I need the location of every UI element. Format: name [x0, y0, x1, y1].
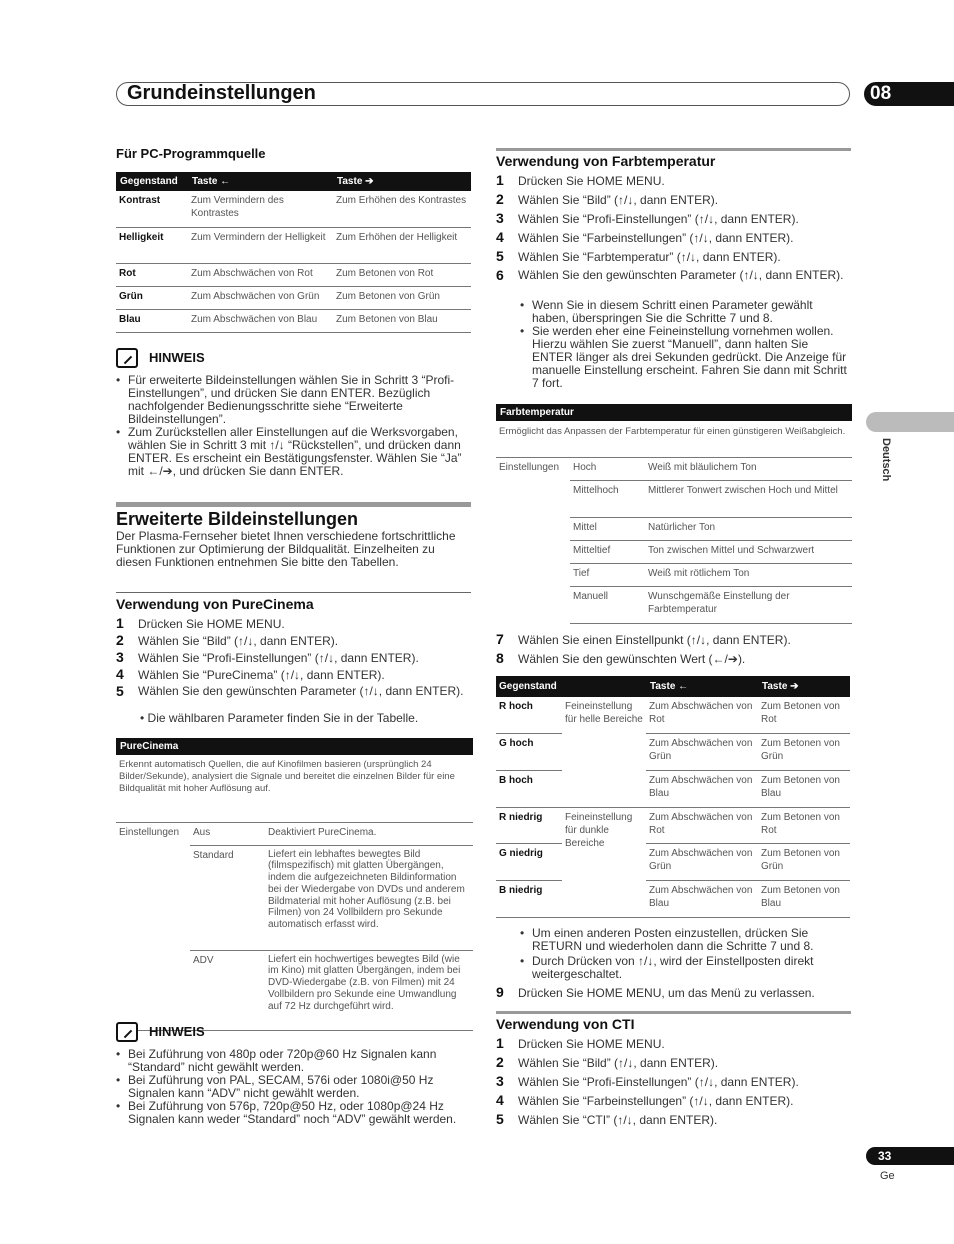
- cell: Mitteltief: [570, 540, 645, 563]
- pc-table: [116, 172, 471, 333]
- cell: Zum Vermindern des Kontrastes: [188, 191, 333, 227]
- step-text: Wählen Sie den gewünschten Wert (←/➔).: [518, 652, 746, 666]
- cell: Aus: [190, 823, 265, 845]
- hinweis1-bullet: Für erweiterte Bildeinstellungen wählen Sie in Schritt 3 “Profi-Einstellungen”, und drücken Sie dann ENTER. Bezüglich nachfolgender Bedienungsschritte siehe “Erweiterte Bildeinstellungen”.: [128, 373, 455, 426]
- cell: Zum Betonen von Grün: [758, 843, 850, 880]
- chapter-number: 08: [864, 82, 954, 106]
- step-bullet: Die wählbaren Parameter finden Sie in der Tabelle.: [147, 711, 419, 725]
- cell: Liefert ein lebhaftes bewegtes Bild (filmspezifisch) mit glatten Übergängen, indem die aufgezeichneten Bildinformation bei der Wiedergabe von DVDs und anderem Bildmaterial mit hoher Auflösung (z.B. bei Filmen) von 24 Vollbildern pro Sekunde automatisch erfasst wird.: [265, 845, 473, 950]
- cell: Standard: [190, 845, 265, 950]
- step-text: Drücken Sie HOME MENU.: [518, 174, 665, 188]
- farbtemperatur-desc: Ermöglicht das Anpassen der Farbtemperatur für einen günstigeren Weißabgleich.: [496, 421, 852, 458]
- table-row: [116, 823, 473, 845]
- cell: Natürlicher Ton: [645, 517, 852, 540]
- step-text: Wählen Sie “Farbtemperatur” (↑/↓, dann ENTER).: [518, 250, 781, 264]
- cell: Feineinstellung für helle Bereiche: [562, 697, 646, 807]
- table-row: [116, 227, 471, 263]
- cell: Einstellungen: [499, 462, 560, 473]
- step-text: Drücken Sie HOME MENU.: [518, 1037, 665, 1051]
- cell: Mittlerer Tonwert zwischen Hoch und Mittel: [645, 480, 852, 517]
- pc-source-title: Für PC-Programmquelle: [116, 146, 266, 161]
- erweitert-text: Der Plasma-Fernseher bietet Ihnen verschiedene fortschrittliche Funktionen zur Optimierung der Bildqualität. Einzelheiten zu diesen Funktionen entnehmen Sie bitte den Tabellen.: [116, 529, 456, 569]
- purecinema-box-title: PureCinema: [116, 738, 473, 755]
- cell: Kontrast: [116, 191, 188, 227]
- step-text: Drücken Sie HOME MENU, um das Menü zu verlassen.: [518, 986, 815, 1000]
- table-row: [496, 458, 852, 480]
- hinweis-label: HINWEIS: [149, 1024, 205, 1039]
- note-icon: [116, 1022, 138, 1042]
- table-row: [496, 843, 850, 880]
- cell: Einstellungen: [116, 823, 190, 1030]
- step-text: Wählen Sie “CTI” (↑/↓, dann ENTER).: [518, 1113, 718, 1127]
- table-row: [496, 697, 850, 733]
- section-rule: [496, 148, 851, 151]
- cell: Weiß mit bläulichem Ton: [645, 458, 852, 480]
- hinweis1-bullet: Zum Zurückstellen aller Einstellungen auf die Werksvorgaben, wählen Sie in Schritt 3 mit ↑/↓ “Rückstellen”, und drücken dann ENTER. Es erscheint ein Bestätigungsfenster. Wählen Sie “Ja” mit ←/➔, und drücken Sie dann ENTER.: [128, 425, 462, 478]
- cell: Hoch: [570, 458, 645, 480]
- page-header: [116, 82, 850, 106]
- step-text: Wählen Sie “Bild” (↑/↓, dann ENTER).: [518, 1056, 719, 1070]
- gain-col-left: Taste ←: [646, 676, 758, 697]
- page-lang-code: Ge: [880, 1170, 895, 1182]
- purecinema-box: [116, 738, 473, 1031]
- step-text: Wählen Sie “Profi-Einstellungen” (↑/↓, dann ENTER).: [518, 212, 799, 226]
- hinweis2-bullet: Bei Zuführung von 480p oder 720p@60 Hz Signalen kann “Standard” nicht gewählt werden.: [128, 1047, 437, 1074]
- cell: Zum Abschwächen von Rot: [646, 697, 758, 733]
- cell: Helligkeit: [116, 227, 188, 263]
- step-text: Wählen Sie “Profi-Einstellungen” (↑/↓, dann ENTER).: [138, 651, 419, 665]
- step-text: Wählen Sie “Bild” (↑/↓, dann ENTER).: [138, 634, 339, 648]
- cell: Zum Erhöhen des Kontrastes: [333, 191, 471, 227]
- gain-col-item: Gegenstand: [496, 676, 562, 697]
- pc-col-right: Taste ➔: [333, 172, 471, 191]
- hinweis-label: HINWEIS: [149, 350, 205, 365]
- pc-col-item: Gegenstand: [116, 172, 188, 191]
- cell: Zum Abschwächen von Rot: [188, 263, 333, 286]
- hinweis2-bullet: Bei Zuführung von PAL, SECAM, 576i oder 1080i@50 Hz Signalen kann “ADV” nicht gewählt werden.: [128, 1073, 434, 1100]
- cell: B niedrig: [496, 880, 562, 917]
- step-text: Wählen Sie “Farbeinstellungen” (↑/↓, dann ENTER).: [518, 1094, 794, 1108]
- cell: R hoch: [496, 697, 562, 733]
- cell: Blau: [116, 309, 188, 332]
- cell: Zum Betonen von Blau: [758, 770, 850, 807]
- purecinema-settings: [116, 823, 473, 1031]
- cell: Weiß mit rötlichem Ton: [645, 563, 852, 586]
- cell: Zum Vermindern der Helligkeit: [188, 227, 333, 263]
- page-number: 33: [866, 1147, 954, 1165]
- step-7: 7 Wählen Sie einen Einstellpunkt (↑/↓, dann ENTER).: [496, 631, 791, 647]
- cell: Grün: [116, 286, 188, 309]
- cell: R niedrig: [496, 807, 562, 843]
- cell: Manuell: [570, 586, 645, 623]
- table-row: [496, 807, 850, 843]
- section-rule: [496, 1011, 851, 1014]
- table-row: [496, 880, 850, 917]
- cell: Feineinstellung für dunkle Bereiche: [562, 807, 646, 917]
- section-rule: [116, 592, 471, 593]
- cell: Zum Betonen von Grün: [333, 286, 471, 309]
- side-tab: [866, 412, 954, 432]
- step-text: Wählen Sie einen Einstellpunkt (↑/↓, dann ENTER).: [518, 633, 791, 647]
- cell: G niedrig: [496, 843, 562, 880]
- cell: Liefert ein hochwertiges bewegtes Bild (wie im Kino) mit glatten Übergängen, indem bei DVD-Wiedergabe (z.B. von Filmen) mit 24 Vollbildern pro Sekunde eine Umwandlung auf 72 Hz durchgeführt wird.: [265, 950, 473, 1030]
- table-row: [116, 309, 471, 332]
- cell: Zum Abschwächen von Blau: [188, 309, 333, 332]
- step-text: Wählen Sie “Farbeinstellungen” (↑/↓, dann ENTER).: [518, 231, 794, 245]
- cell: Zum Abschwächen von Blau: [646, 880, 758, 917]
- cell: B hoch: [496, 770, 562, 807]
- step-bullet: Durch Drücken von ↑/↓, wird der Einstellposten direkt weitergeschaltet.: [532, 954, 814, 981]
- after-bullets: • Um einen anderen Posten einzustellen, drücken Sie RETURN und wiederholen dann die Schritte 7 und 8. • Durch Drücken von ↑/↓, wird der Einstellposten direkt weitergeschaltet.: [496, 927, 851, 981]
- cell: Zum Betonen von Blau: [333, 309, 471, 332]
- page-title: Grundeinstellungen: [127, 82, 316, 104]
- cell: Zum Betonen von Grün: [758, 733, 850, 770]
- step-text: Drücken Sie HOME MENU.: [138, 617, 285, 631]
- cell: ADV: [190, 950, 265, 1030]
- step-text: Wählen Sie den gewünschten Parameter (↑/↓, dann ENTER).: [138, 684, 464, 698]
- step-text: Wählen Sie “Bild” (↑/↓, dann ENTER).: [518, 193, 719, 207]
- side-language-label: Deutsch: [880, 438, 892, 482]
- table-row: [116, 286, 471, 309]
- cell: Ton zwischen Mittel und Schwarzwert: [645, 540, 852, 563]
- table-row: [116, 263, 471, 286]
- erweitert-title: Erweiterte Bildeinstellungen: [116, 509, 359, 529]
- hinweis1-list: • Für erweiterte Bildeinstellungen wählen Sie in Schritt 3 “Profi-Einstellungen”, und drücken Sie dann ENTER. Bezüglich nachfolgender Bedienungsschritte siehe “Erweiterte Bildeinstellungen”. • Zum Zurückstellen aller Einstellungen auf die Werksvorgaben, wählen Sie in Schritt 3 mit ↑/↓ “Rückstellen”, und drücken dann ENTER. Es erscheint ein Bestätigungsfenster. Wählen Sie “Ja” mit ←/➔, und drücken Sie dann ENTER.: [116, 374, 471, 478]
- section-rule: [116, 502, 471, 507]
- note-icon: [116, 348, 138, 368]
- purecinema-steps: 1 Drücken Sie HOME MENU. 2 Wählen Sie “Bild” (↑/↓, dann ENTER). 3 Wählen Sie “Profi-Einstellungen” (↑/↓, dann ENTER). 4 Wählen Sie “PureCinema” (↑/↓, dann ENTER). 5 Wählen Sie den gewünschten Parameter (↑/↓, dann ENTER). • Die wählbaren Parameter finden Sie in der Tabelle.: [116, 616, 471, 725]
- cell: Zum Betonen von Blau: [758, 880, 850, 917]
- step-text: Wählen Sie “PureCinema” (↑/↓, dann ENTER).: [138, 668, 385, 682]
- cell: Zum Betonen von Rot: [758, 697, 850, 733]
- cell: Deaktiviert PureCinema.: [265, 823, 473, 845]
- step-8: 8 Wählen Sie den gewünschten Wert (←/➔).: [496, 650, 746, 666]
- farb-steps: 1 Drücken Sie HOME MENU. 2 Wählen Sie “Bild” (↑/↓, dann ENTER). 3 Wählen Sie “Profi-Einstellungen” (↑/↓, dann ENTER). 4 Wählen Sie “Farbeinstellungen” (↑/↓, dann ENTER). 5 Wählen Sie “Farbtemperatur” (↑/↓, dann ENTER). 6 Wählen Sie den gewünschten Parameter (↑/↓, dann ENTER). • Wenn Sie in diesem Schritt einen Parameter gewählt haben, überspringen Sie die Schritte 7 und 8. • Sie werden eher eine Feineinstellung vornehmen wollen. Hierzu wählen Sie zuerst “Manuell”, dann halten Sie ENTER länger als drei Sekunden gedrückt. Die Anzeige für manuelle Einstellung erscheint. Fahren Sie dann mit Schritt 7 fort.: [496, 173, 851, 390]
- purecinema-desc: Erkennt automatisch Quellen, die auf Kinofilmen basieren (ursprünglich 24 Bilder/Sekunde), analysiert die Signale und bereitet die einzelnen Bilder für eine Bildqualität mit hoher Auflösung auf.: [116, 755, 473, 823]
- gain-table: [496, 676, 850, 918]
- hinweis2-list: • Bei Zuführung von 480p oder 720p@60 Hz Signalen kann “Standard” nicht gewählt werden. • Bei Zuführung von PAL, SECAM, 576i oder 1080i@50 Hz Signalen kann “ADV” nicht gewählt werden. • Bei Zuführung von 576p, 720p@50 Hz, oder 1080p@24 Hz Signalen kann weder “Standard” noch “ADV” gewählt werden.: [116, 1048, 471, 1126]
- pc-col-left: Taste ←: [188, 172, 333, 191]
- farbtemperatur-box-title: Farbtemperatur: [496, 404, 852, 421]
- step-text: Wählen Sie den gewünschten Parameter (↑/↓, dann ENTER).: [518, 268, 844, 282]
- cell: Zum Betonen von Rot: [758, 807, 850, 843]
- gain-col-group: [562, 676, 646, 697]
- cell: Rot: [116, 263, 188, 286]
- farbtemperatur-settings: [496, 458, 852, 624]
- step-bullet: Sie werden eher eine Feineinstellung vornehmen wollen. Hierzu wählen Sie zuerst “Manuell”, dann halten Sie ENTER länger als drei Sekunden gedrückt. Die Anzeige für manuelle Einstellung erscheint. Fahren Sie dann mit Schritt 7 fort.: [532, 324, 847, 390]
- step-bullet: Um einen anderen Posten einzustellen, drücken Sie RETURN und wiederholen dann die Schritte 7 und 8.: [532, 926, 814, 953]
- cell: Zum Betonen von Rot: [333, 263, 471, 286]
- cti-steps: 1 Drücken Sie HOME MENU. 2 Wählen Sie “Bild” (↑/↓, dann ENTER). 3 Wählen Sie “Profi-Einstellungen” (↑/↓, dann ENTER). 4 Wählen Sie “Farbeinstellungen” (↑/↓, dann ENTER). 5 Wählen Sie “CTI” (↑/↓, dann ENTER).: [496, 1035, 799, 1127]
- cell: Zum Erhöhen der Helligkeit: [333, 227, 471, 263]
- cell: Zum Abschwächen von Grün: [646, 733, 758, 770]
- cell: Zum Abschwächen von Grün: [188, 286, 333, 309]
- table-row: [496, 733, 850, 770]
- cell: Mittelhoch: [570, 480, 645, 517]
- farbtemperatur-box: [496, 404, 852, 624]
- hinweis2-bullet: Bei Zuführung von 576p, 720p@50 Hz, oder 1080p@24 Hz Signalen kann weder “Standard” noch “ADV” gewählt werden.: [128, 1099, 457, 1126]
- cell: Zum Abschwächen von Rot: [646, 807, 758, 843]
- cti-title: Verwendung von CTI: [496, 1016, 635, 1032]
- farb-title: Verwendung von Farbtemperatur: [496, 153, 716, 169]
- cell: Mittel: [570, 517, 645, 540]
- cell: Zum Abschwächen von Blau: [646, 770, 758, 807]
- cell: Zum Abschwächen von Grün: [646, 843, 758, 880]
- step-9: 9 Drücken Sie HOME MENU, um das Menü zu verlassen.: [496, 984, 815, 1000]
- table-row: [116, 191, 471, 227]
- table-row: [496, 770, 850, 807]
- purecinema-title: Verwendung von PureCinema: [116, 596, 314, 612]
- step-text: Wählen Sie “Profi-Einstellungen” (↑/↓, dann ENTER).: [518, 1075, 799, 1089]
- cell: G hoch: [496, 733, 562, 770]
- gain-col-right: Taste ➔: [758, 676, 850, 697]
- step-bullet: Wenn Sie in diesem Schritt einen Parameter gewählt haben, überspringen Sie die Schritte 7 und 8.: [532, 298, 813, 325]
- cell: Tief: [570, 563, 645, 586]
- cell: Wunschgemäße Einstellung der Farbtemperatur: [645, 586, 852, 623]
